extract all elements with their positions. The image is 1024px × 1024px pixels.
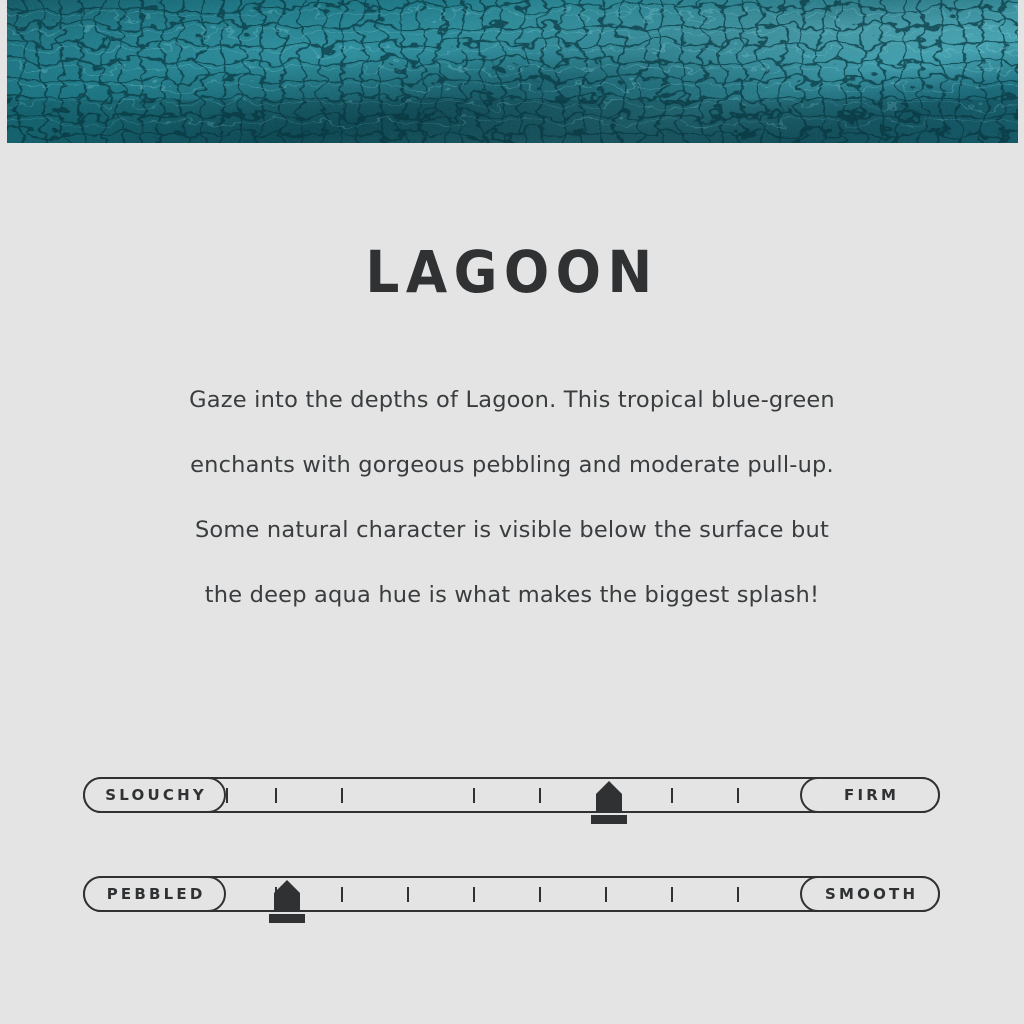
scale-tick	[473, 788, 475, 803]
scale-tick	[407, 887, 409, 902]
leather-texture-graphic	[0, 0, 1024, 143]
texture-scale-right-cap	[800, 876, 940, 912]
scale-tick	[737, 887, 739, 902]
scale-tick	[275, 788, 277, 803]
scale-tick	[671, 887, 673, 902]
scale-tick	[226, 788, 228, 803]
description-line: enchants with gorgeous pebbling and moderate pull-up.	[190, 452, 834, 478]
firmness-scale-left-label: SLOUCHY	[105, 786, 207, 804]
scale-tick	[341, 788, 343, 803]
scale-tick	[539, 887, 541, 902]
firmness-scale-right-cap	[800, 777, 940, 813]
hero-right-margin	[1018, 0, 1024, 143]
scale-tick	[671, 788, 673, 803]
scale-tick	[737, 788, 739, 803]
texture-scale-left-label: PEBBLED	[106, 885, 206, 903]
texture-scale	[83, 876, 940, 912]
hero-left-margin	[0, 0, 7, 143]
description-line: the deep aqua hue is what makes the biggest splash!	[204, 582, 820, 608]
marker-body	[596, 794, 622, 812]
scale-tick	[473, 887, 475, 902]
firmness-scale-marker[interactable]	[591, 781, 627, 824]
description-block	[0, 368, 1024, 628]
lagoon-leather-swatch-image	[0, 0, 1024, 143]
marker-base	[269, 914, 305, 923]
scale-tick	[341, 887, 343, 902]
firmness-scale-ticks	[226, 777, 800, 813]
marker-base	[591, 815, 627, 824]
scale-tick	[605, 887, 607, 902]
marker-head-icon	[274, 880, 300, 893]
firmness-scale-left-cap	[83, 777, 226, 813]
firmness-scale	[83, 777, 940, 813]
texture-scale-ticks	[226, 876, 800, 912]
texture-scale-left-cap	[83, 876, 226, 912]
texture-scale-marker[interactable]	[269, 880, 305, 923]
firmness-scale-right-label: FIRM	[844, 786, 900, 804]
page-title: LAGOON	[365, 238, 659, 306]
texture-scale-right-label: SMOOTH	[824, 885, 919, 903]
marker-body	[274, 893, 300, 911]
description-line: Gaze into the depths of Lagoon. This tropical blue-green	[189, 387, 835, 413]
scale-tick	[539, 788, 541, 803]
description-line: Some natural character is visible below the surface but	[194, 517, 830, 543]
marker-head-icon	[596, 781, 622, 794]
